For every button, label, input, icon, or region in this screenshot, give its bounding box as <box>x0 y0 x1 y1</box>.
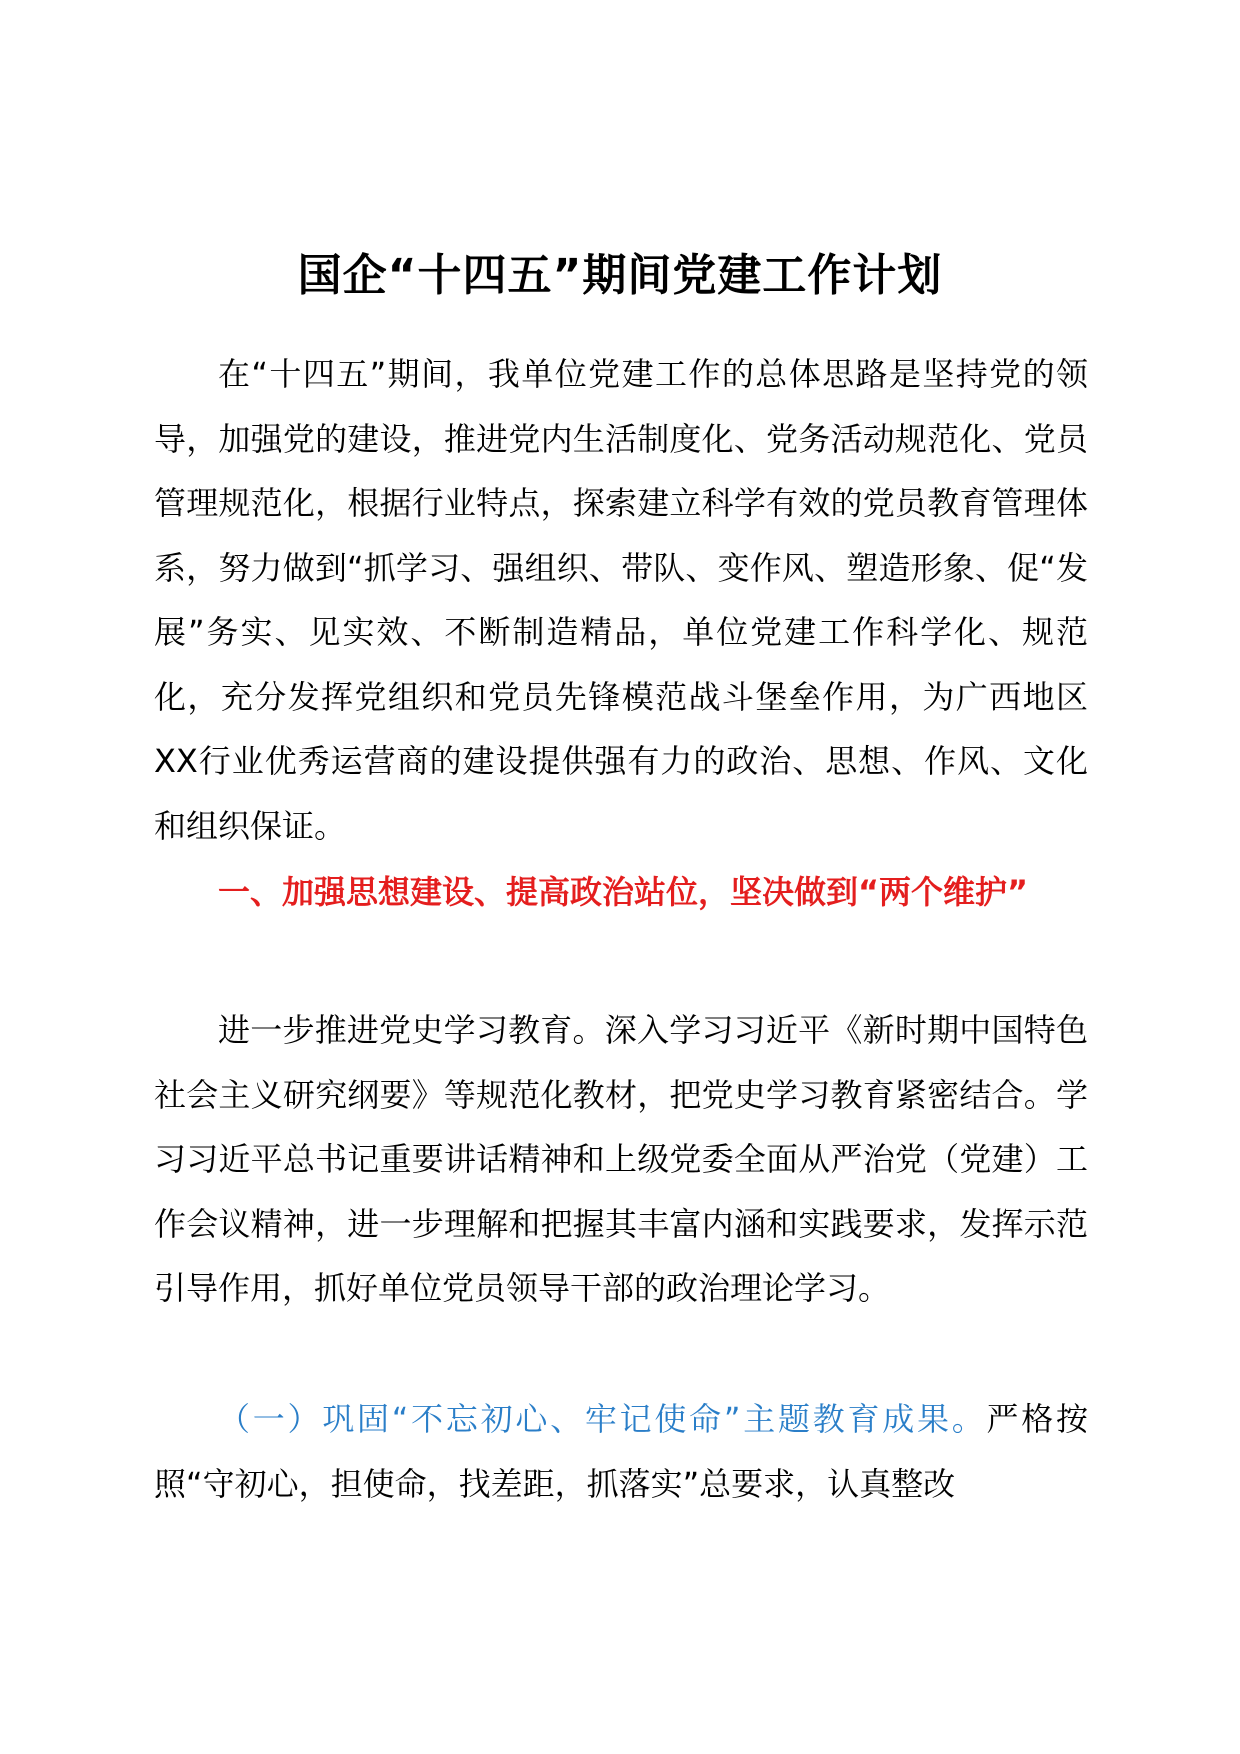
document-title: 国企“十四五”期间党建工作计划 <box>297 250 943 301</box>
subsection-paragraph <box>154 1387 1088 1516</box>
subsection-heading-1: （一）巩固“不忘初心、牢记使命”主题教育成果。 <box>218 1400 987 1438</box>
section-heading-1: 一、加强思想建设、提高政治站位，坚决做到“两个维护” <box>218 873 1029 911</box>
intro-paragraph: 在“十四五”期间，我单位党建工作的总体思路是坚持党的领导，加强党的建设，推进党内生活制度化、党务活动规范化、党员管理规范化，根据行业特点，探索建立科学有效的党员教育管理体系，努力做到“抓学习、强组织、带队、变作风、塑造形象、促“发展”务实、见实效、不断制造精品，单位党建工作科学化、规范化，充分发挥党组织和党员先锋模范战斗堡垒作用，为广西地区XX行业优秀运营商的建设提供强有力的政治、思想、作风、文化和组织保证。 <box>154 355 1088 845</box>
section-1-paragraph: 进一步推进党史学习教育。深入学习习近平《新时期中国特色社会主义研究纲要》等规范化教材，把党史学习教育紧密结合。学习习近平总书记重要讲话精神和上级党委全面从严治党（党建）工作会议精神，进一步理解和把握其丰富内涵和实践要求，发挥示范引导作用，抓好单位党员领导干部的政治理论学习。 <box>154 1011 1088 1307</box>
subsection-text: 严格按照“守初心，担使命，找差距，抓落实”总要求，认真整改 <box>154 1400 1088 1503</box>
